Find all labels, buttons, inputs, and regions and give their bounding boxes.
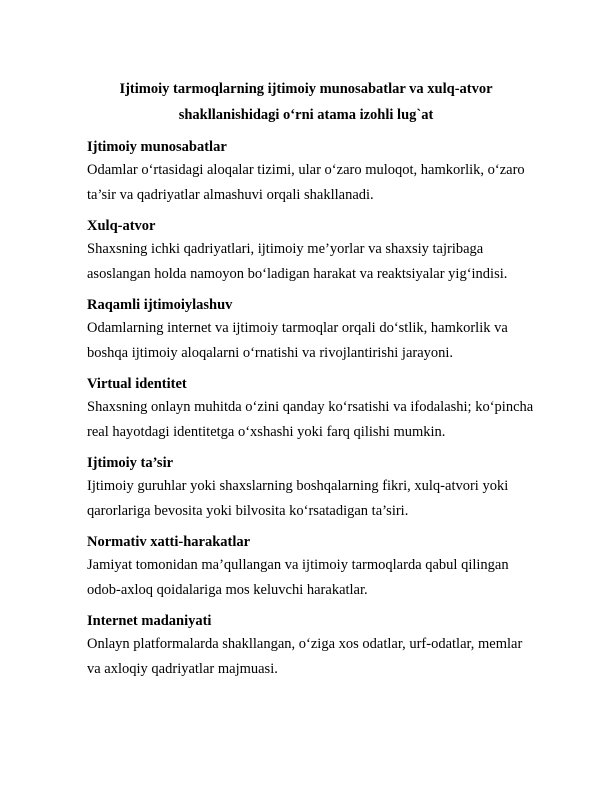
glossary-definition-line: boshqa ijtimoiy aloqalarni o‘rnatishi va rivojlantirishi jarayoni. [87,345,454,361]
glossary-entry [87,531,547,603]
glossary-definition-line: Odamlarning internet va ijtimoiy tarmoqlar orqali do‘stlik, hamkorlik va [87,320,508,336]
glossary-entry [87,610,547,682]
glossary-entry [87,136,547,208]
glossary-definition-line: Shaxsning ichki qadriyatlari, ijtimoiy me’yorlar va shaxsiy tajribaga [87,241,484,257]
glossary-definition-line: Jamiyat tomonidan ma’qullangan va ijtimoiy tarmoqlarda qabul qilingan [87,557,509,573]
glossary-definition-line: odob-axloq qoidalariga mos keluvchi harakatlar. [87,582,368,598]
glossary-entry [87,294,547,366]
document-title-line-1: Ijtimoiy tarmoqlarning ijtimoiy munosabatlar va xulq-atvor [119,81,493,97]
glossary [87,136,547,689]
glossary-definition-line: Odamlar o‘rtasidagi aloqalar tizimi, ular o‘zaro muloqot, hamkorlik, o‘zaro [87,162,525,178]
glossary-definition-line: Onlayn platformalarda shakllangan, o‘ziga xos odatlar, urf-odatlar, memlar [87,636,523,652]
glossary-definition-line: Ijtimoiy guruhlar yoki shaxslarning boshqalarning fikri, xulq-atvori yoki [87,478,509,494]
glossary-entry [87,373,547,445]
glossary-term: Raqamli ijtimoiylashuv [87,297,233,313]
glossary-definition-line: va axloqiy qadriyatlar majmuasi. [87,661,278,677]
glossary-definition-line: asoslangan holda namoyon bo‘ladigan harakat va reaktsiyalar yig‘indisi. [87,266,508,282]
glossary-entry [87,215,547,287]
glossary-term: Ijtimoiy ta’sir [87,455,174,471]
glossary-term: Xulq-atvor [87,218,156,234]
glossary-term: Ijtimoiy munosabatlar [87,139,227,155]
glossary-term: Normativ xatti-harakatlar [87,534,251,550]
glossary-definition-line: ta’sir va qadriyatlar almashuvi orqali shakllanadi. [87,187,374,203]
glossary-definition-line: qarorlariga bevosita yoki bilvosita ko‘rsatadigan ta’siri. [87,503,409,519]
glossary-definition-line: Shaxsning onlayn muhitda o‘zini qanday ko‘rsatishi va ifodalashi; ko‘pincha [87,399,534,415]
glossary-term: Internet madaniyati [87,613,212,629]
glossary-entry [87,452,547,524]
document-title-line-2: shakllanishidagi o‘rni atama izohli lug`at [178,107,434,123]
glossary-definition-line: real hayotdagi identitetga o‘xshashi yoki farq qilishi mumkin. [87,424,446,440]
glossary-term: Virtual identitet [87,376,187,392]
